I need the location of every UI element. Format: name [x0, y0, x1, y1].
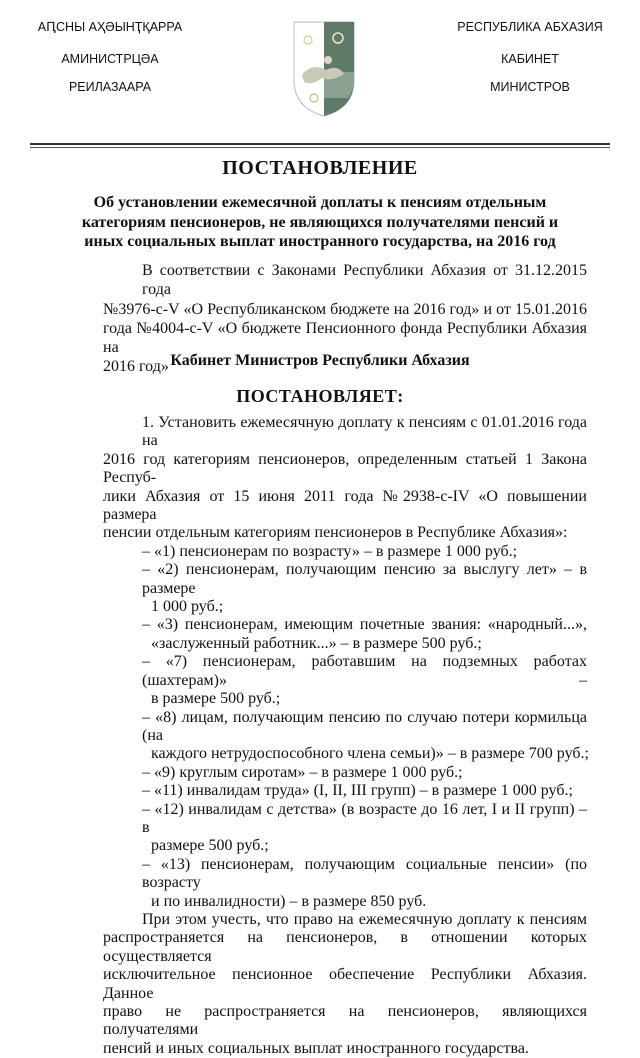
subtitle-line: категориям пенсионеров, не являющихся получателями пенсий и — [81, 213, 559, 231]
document-title: ПОСТАНОВЛЕНИЕ — [222, 157, 418, 179]
list-item-cont: «заслуженный работник...» – в размере 500 руб.; — [151, 634, 482, 652]
clause-line: 1. Установить ежемесячную доплату к пенсиям с 01.01.2016 года на — [142, 414, 587, 450]
list-item: – «8) лицам, получающим пенсию по случаю потери кормильца (на — [142, 708, 587, 744]
list-item: – «11) инвалидам труда» (I, II, III групп) – в размере 1 000 руб.; — [142, 782, 573, 800]
note-line: право не распространяется на пенсионеров, являющихся получателями — [103, 1003, 587, 1039]
list-item: – «9) круглым сиротам» – в размере 1 000 руб.; — [142, 763, 463, 781]
list-item: – «2) пенсионерам, получающим пенсию за выслугу лет» – в размере — [142, 561, 587, 597]
list-item-cont: каждого нетрудоспособного члена семьи)» – в размере 700 руб.; — [151, 745, 589, 763]
header-divider — [30, 147, 610, 148]
coat-of-arms-icon — [292, 20, 356, 118]
document-subtitle — [0, 193, 640, 252]
list-item-cont: 1 000 руб.; — [151, 598, 224, 616]
list-item: – «13) пенсионерам, получающим социальные пенсии» (по возрасту — [142, 855, 587, 892]
clause-line: пенсии отдельным категориям пенсионеров в Республике Абхазия»: — [103, 524, 568, 542]
clause-line: лики Абхазия от 15 июня 2011 года №2938-с-IV «О повышении размера — [103, 487, 587, 524]
letterhead-left — [10, 20, 210, 100]
resolution-body — [103, 414, 587, 1058]
preamble-line: В соответствии с Законами Республики Абхазия от 31.12.2015 года — [142, 262, 587, 299]
list-item-cont: размере 500 руб.; — [151, 837, 269, 855]
list-item-cont: и по инвалидности) – в размере 850 руб. — [151, 892, 427, 910]
preamble-line: 2016 год» — [103, 358, 169, 376]
issuing-authority: Кабинет Министров Республики Абхазия — [170, 352, 470, 369]
resolves-heading: ПОСТАНОВЛЯЕТ: — [236, 386, 404, 406]
note-line: распространяется на пенсионеров, в отношении которых осуществляется — [103, 929, 587, 965]
note-line: пенсий и иных социальных выплат иностранного государства. — [103, 1039, 529, 1057]
list-item: – «3) пенсионерам, имеющим почетные звания: «народный...», — [142, 616, 587, 634]
list-item: – «7) пенсионерам, работавшим на подземных работах (шахтерам)» – — [142, 653, 587, 689]
header-divider — [30, 143, 610, 145]
letterhead-left-line: РЕИЛАЗААРА — [68, 80, 152, 94]
preamble-line: года №4004-с-V «О бюджете Пенсионного фонда Республики Абхазия на — [103, 319, 587, 357]
preamble-line: №3976-с-V «О Республиканском бюджете на 2016 год» и от 15.01.2016 — [103, 300, 587, 318]
letterhead-right-line: РЕСПУБЛИКА АБХАЗИЯ — [457, 20, 603, 34]
letterhead-left-line: АМИНИСТРЦӘА — [61, 52, 159, 66]
letterhead-left-line: АԤСНЫ АҲӘЫНҬҚАРРА — [37, 20, 183, 34]
list-item: – «1) пенсионерам по возрасту» – в размере 1 000 руб.; — [142, 542, 518, 560]
subtitle-line: Об установлении ежемесячной доплаты к пенсиям отдельным — [93, 194, 547, 211]
note-line: При этом учесть, что право на ежемесячную доплату к пенсиям — [142, 910, 587, 928]
letterhead-right-line: КАБИНЕТ — [501, 52, 559, 66]
note-line: исключительное пенсионное обеспечение Республики Абхазия. Данное — [103, 966, 587, 1002]
clause-line: 2016 год категориям пенсионеров, определенным статьей 1 Закона Респуб- — [103, 450, 587, 487]
subtitle-line: иных социальных выплат иностранного государства, на 2016 год — [84, 233, 556, 250]
list-item-cont: в размере 500 руб.; — [151, 690, 281, 708]
list-item: – «12) инвалидам с детства» (в возрасте до 16 лет, I и II групп) – в — [142, 800, 587, 836]
letterhead-right — [430, 20, 630, 100]
letterhead-right-line: МИНИСТРОВ — [490, 80, 570, 94]
